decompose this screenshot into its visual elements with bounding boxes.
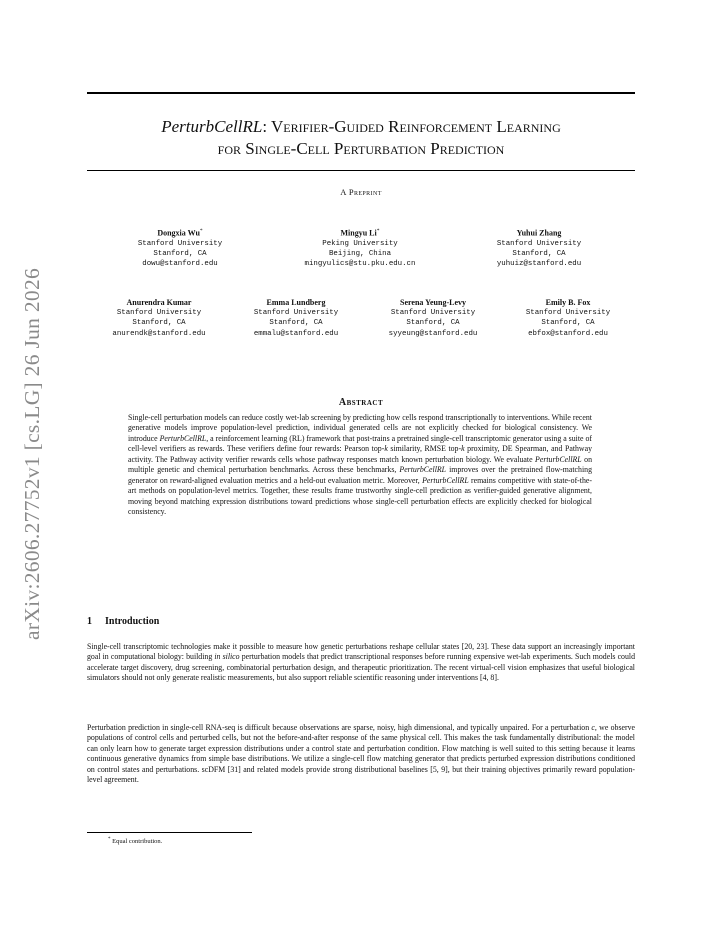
- author-location: Stanford, CA: [132, 319, 186, 328]
- author-name: Dongxia Wu*: [157, 228, 203, 238]
- author-email: mingyulics@stu.pku.edu.cn: [304, 260, 416, 269]
- author-email: emmalu@stanford.edu: [253, 329, 339, 338]
- method-name: PerturbCellRL: [399, 465, 447, 475]
- author-location: Stanford, CA: [269, 319, 323, 328]
- author-name: Mingyu Li*: [340, 228, 380, 238]
- author-location: Stanford, CA: [541, 319, 595, 328]
- footnote-text: Equal contribution.: [112, 838, 163, 846]
- author-block: [506, 298, 630, 339]
- author-block: [92, 298, 226, 339]
- paragraph: Perturbation prediction in single-cell RNA-seq is difficult because observations are sparse, noisy, high dimensional, and typically unpaired. For a perturbation c, we observe populations of control cells and perturbed cells, but not the before-and-after response of the same physical cell. This makes the task fundamentally distributional: the model can only learn how to generate target expression distributions under a control state and perturbation condition. Flow matching is well suited to this setting because it learns continuous generative dynamics from simple base distributions. We utilize a single-cell flow matching generator that predicts perturbed expression distributions conditioned on control states and perturbations. scDFM [31] and related models provide strong distributional baselines [5, 9], but their training objectives primarily reward population-level agreement.: [87, 723, 635, 785]
- section-number: 1: [87, 616, 92, 627]
- preprint-label: A Preprint: [340, 187, 382, 197]
- author-block: [368, 298, 498, 339]
- author-name: Serena Yeung-Levy: [400, 298, 466, 307]
- paragraph: Single-cell transcriptomic technologies make it possible to measure how genetic perturbations reshape cellular states [20, 23]. These data support an increasingly important goal in computational biology: building in silico perturbation models that predict transcriptional responses before running expensive wet-lab experiments. Such models could accelerate target discovery, drug screening, combinatorial perturbation design, and therapeutic prioritization. The recent virtual-cell vision emphasizes that useful biological simulators should not only generate realistic measurements, but also support reliable scientific reasoning under interventions [4, 8].: [87, 642, 635, 683]
- abstract-heading: Abstract: [338, 397, 384, 408]
- author-location: Stanford, CA: [406, 319, 460, 328]
- author-name: Emily B. Fox: [545, 298, 591, 307]
- author-location: Beijing, China: [328, 250, 392, 259]
- author-block: [280, 226, 440, 269]
- abstract-body: Single-cell perturbation models can reduce costly wet-lab screening by predicting how cells respond transcriptionally to interventions. While recent generative models improve population-level prediction, individual generated cells are not explicitly checked for biological consistency. We introduce PerturbCellRL, a reinforcement learning (RL) framework that post-trains a pretrained single-cell transcriptomic generator using a suite of cell-level verifiers as rewards. These verifiers define four rewards: Pearson top-k similarity, RMSE top-k proximity, DE Spearman, and Pathway activity. The Pathway activity verifier rewards cells whose pathway responses match known perturbation biology. We evaluate PerturbCellRL on multiple genetic and chemical perturbation benchmarks. Across these benchmarks, PerturbCellRL improves over the pretrained flow-matching generator on reward-aligned evaluation metrics and a held-out evaluation metric. Moreover, PerturbCellRL remains competitive with state-of-the-art methods on population-level metrics. Together, these results frame trustworthy single-cell prediction as verifier-guided generative alignment, moving beyond matching expression distributions toward predictions whose single-cell perturbation effects are explicitly checked for biological consistency.: [128, 413, 593, 517]
- title-method-name: PerturbCellRL: [161, 117, 263, 136]
- author-name: Emma Lundberg: [266, 298, 326, 307]
- method-name: PerturbCellRL: [422, 475, 469, 485]
- author-block: [478, 226, 600, 269]
- author-affiliation: Stanford University: [390, 309, 476, 318]
- title-line-1: [87, 116, 635, 138]
- math-var-k: k: [461, 444, 465, 454]
- footnote: [108, 837, 162, 845]
- method-name: PerturbCellRL: [535, 454, 582, 464]
- author-name: Yuhui Zhang: [516, 228, 562, 238]
- author-affiliation: Stanford University: [116, 309, 202, 318]
- footnote-mark: *: [108, 837, 111, 842]
- title-rule-top: [87, 92, 635, 94]
- author-email: syyeung@stanford.edu: [388, 329, 478, 338]
- author-affiliation: Peking University: [322, 239, 398, 248]
- math-var-c: c: [591, 723, 595, 732]
- paper-title: [87, 116, 635, 160]
- title-line-1-rest: : Verifier-Guided Reinforcement Learning: [262, 117, 561, 136]
- method-name: PerturbCellRL: [159, 433, 207, 443]
- author-block: [120, 226, 240, 269]
- footnote-rule: [87, 832, 252, 833]
- author-location: Stanford, CA: [512, 250, 566, 259]
- author-affiliation: Stanford University: [525, 309, 611, 318]
- author-name: Anurendra Kumar: [126, 298, 192, 307]
- author-email: ebfox@stanford.edu: [528, 329, 608, 338]
- author-email: anurendk@stanford.edu: [112, 329, 206, 338]
- title-line-2: for Single-Cell Perturbation Prediction: [217, 139, 505, 158]
- author-affiliation: Stanford University: [137, 239, 223, 248]
- author-affiliation: Stanford University: [496, 239, 582, 248]
- author-affiliation: Stanford University: [253, 309, 339, 318]
- emphasis: in silico: [214, 652, 240, 662]
- author-email: dowu@stanford.edu: [142, 260, 218, 269]
- math-var-k: k: [384, 444, 388, 454]
- author-location: Stanford, CA: [153, 250, 207, 259]
- title-rule-bottom: [87, 170, 635, 171]
- section-title: Introduction: [105, 616, 160, 627]
- section-heading-introduction: [87, 616, 159, 627]
- author-block: [234, 298, 358, 339]
- author-email: yuhuiz@stanford.edu: [496, 260, 582, 269]
- arxiv-identifier-stamp: arXiv:2606.27752v1 [cs.LG] 26 Jun 2026: [20, 267, 44, 640]
